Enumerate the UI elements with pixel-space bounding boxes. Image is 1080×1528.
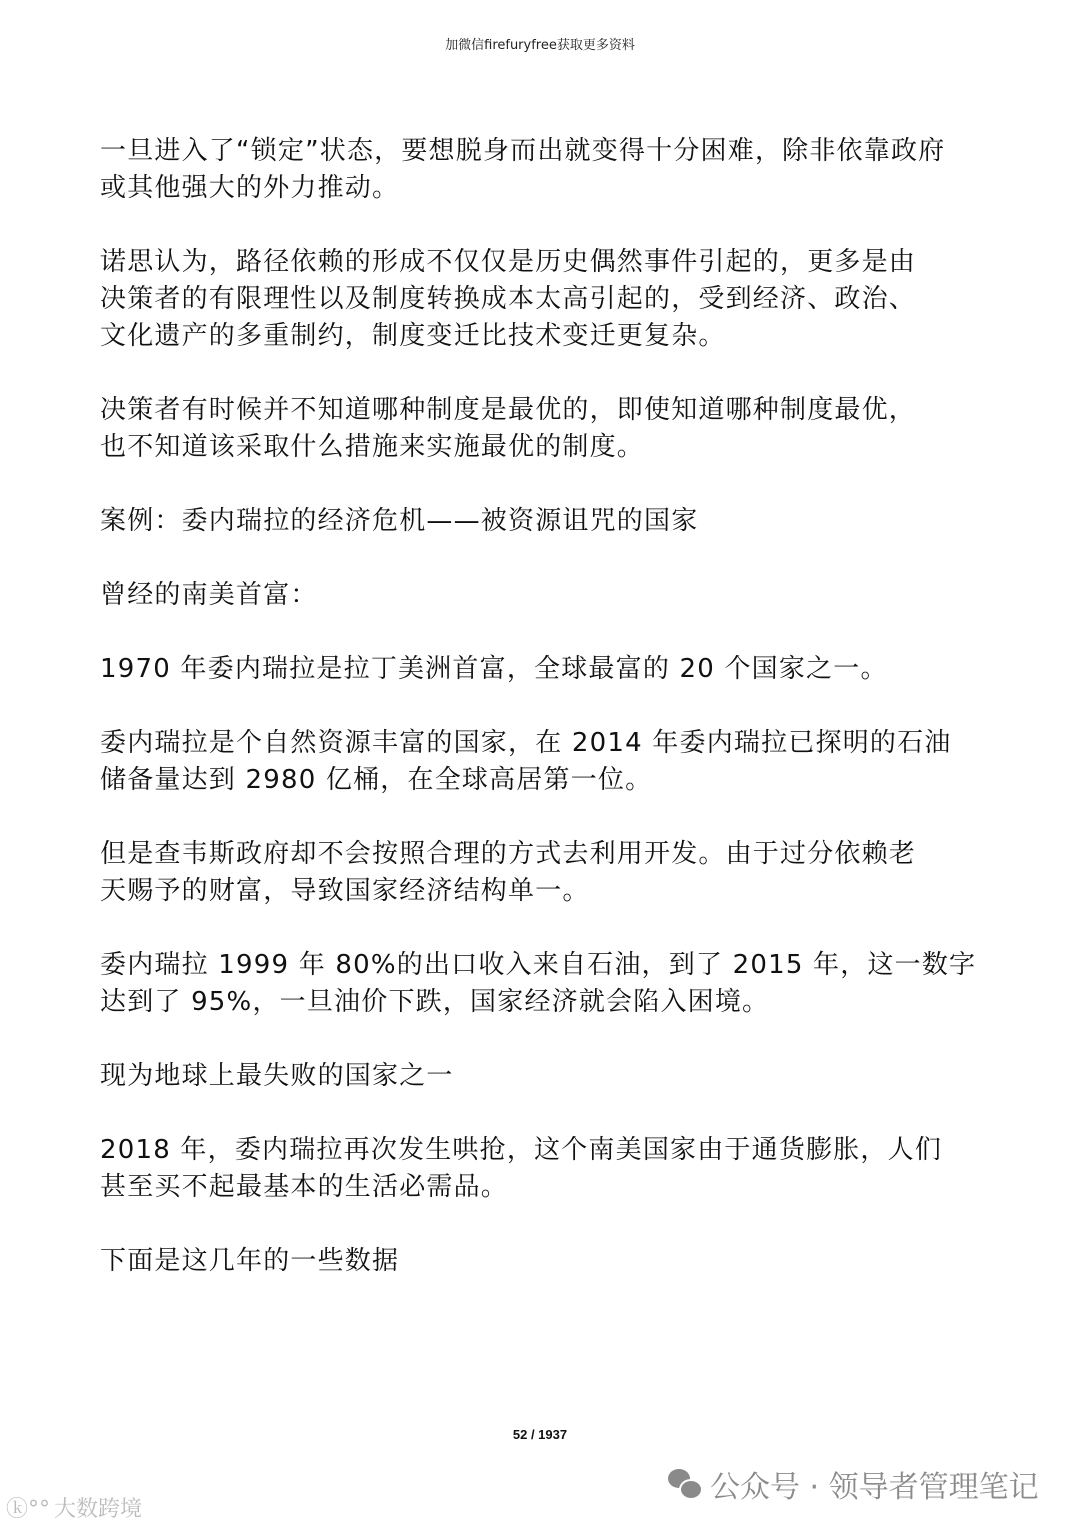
page-number: 52 / 1937: [512, 1427, 568, 1442]
text-line: 但是查韦斯政府却不会按照合理的方式去利用开发。由于过分依赖老: [100, 839, 917, 869]
logo-watermark: [6, 1492, 142, 1523]
wechat-watermark: [668, 1462, 1039, 1506]
text-line: 委内瑞拉 1999 年 80%的出口收入来自石油，到了 2015 年，这一数字: [100, 950, 977, 980]
text-line: 甚至买不起最基本的生活必需品。: [100, 1172, 509, 1202]
text-line: 委内瑞拉是个自然资源丰富的国家，在 2014 年委内瑞拉已探明的石油: [100, 728, 952, 758]
text-line: 文化遗产的多重制约，制度变迁比技术变迁更复杂。: [100, 321, 726, 351]
paragraph: [100, 1058, 1000, 1095]
paragraph: [100, 577, 1000, 614]
text-line: 或其他强大的外力推动。: [100, 173, 400, 203]
paragraph: [100, 244, 1000, 355]
wechat-watermark-text: 公众号 · 领导者管理笔记: [710, 1470, 1039, 1505]
text-line: 曾经的南美首富：: [100, 580, 318, 610]
text-line: 达到了 95%，一旦油价下跌，国家经济就会陷入困境。: [100, 987, 770, 1017]
document-body: [100, 133, 1000, 1317]
text-line: 也不知道该采取什么措施来实施最优的制度。: [100, 432, 645, 462]
logo-icon: ⓚ°°: [6, 1497, 51, 1522]
paragraph: [100, 947, 1000, 1021]
paragraph: [100, 725, 1000, 799]
paragraph: [100, 651, 1000, 688]
paragraph: [100, 836, 1000, 910]
paragraph: [100, 133, 1000, 207]
text-line: 决策者有时候并不知道哪种制度是最优的，即使知道哪种制度最优，: [100, 395, 917, 425]
text-line: 1970 年委内瑞拉是拉丁美洲首富，全球最富的 20 个国家之一。: [100, 654, 888, 684]
text-line: 储备量达到 2980 亿桶，在全球高居第一位。: [100, 765, 653, 795]
page-header: 加微信firefuryfree获取更多资料: [445, 38, 635, 53]
text-line: 决策者的有限理性以及制度转换成本太高引起的，受到经济、政治、: [100, 284, 917, 314]
text-line: 现为地球上最失败的国家之一: [100, 1061, 454, 1091]
text-line: 一旦进入了“锁定”状态，要想脱身而出就变得十分困难，除非依靠政府: [100, 136, 946, 166]
text-line: 下面是这几年的一些数据: [100, 1246, 400, 1276]
text-line: 2018 年，委内瑞拉再次发生哄抢，这个南美国家由于通货膨胀，人们: [100, 1135, 943, 1165]
logo-watermark-text: 大数跨境: [54, 1497, 143, 1522]
text-line: 天赐予的财富，导致国家经济结构单一。: [100, 876, 590, 906]
paragraph: [100, 1243, 1000, 1280]
paragraph: [100, 503, 1000, 540]
paragraph: [100, 392, 1000, 466]
text-line: 案例：委内瑞拉的经济危机——被资源诅咒的国家: [100, 506, 699, 536]
wechat-icon: [668, 1469, 702, 1499]
text-line: 诺思认为，路径依赖的形成不仅仅是历史偶然事件引起的，更多是由: [100, 247, 917, 277]
paragraph: [100, 1132, 1000, 1206]
